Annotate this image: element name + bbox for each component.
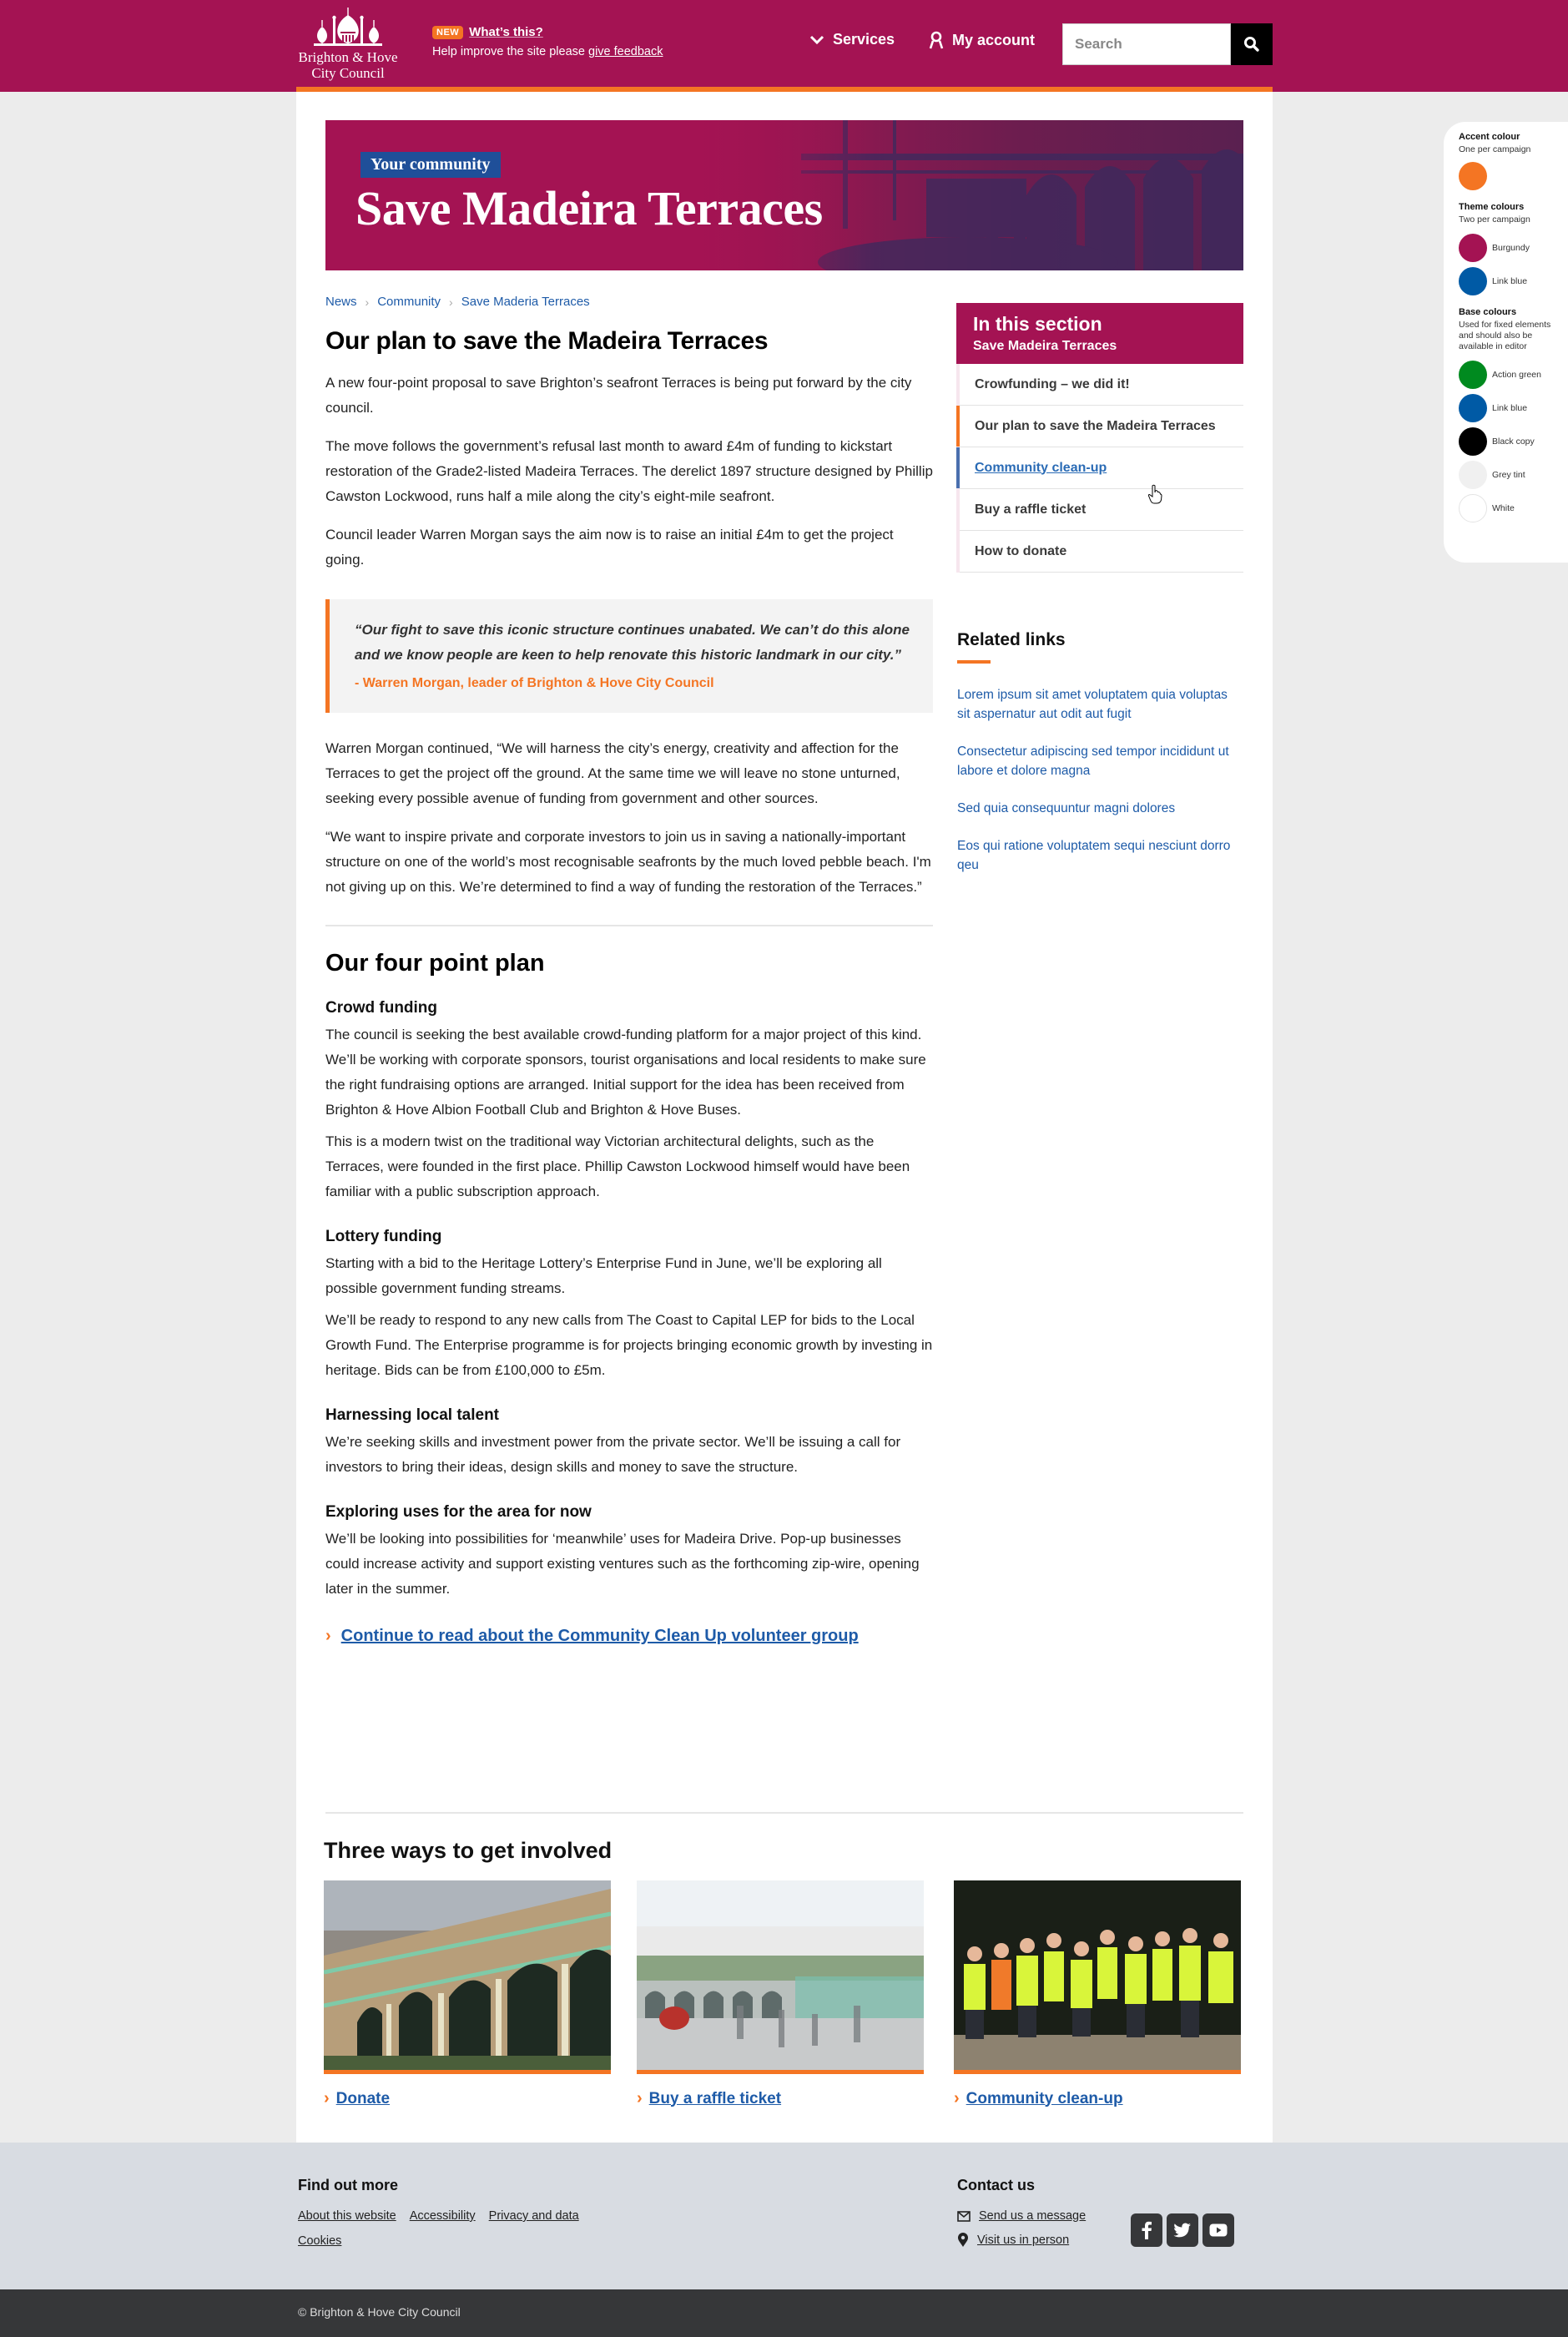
- footer-link-privacy[interactable]: Privacy and data: [488, 2209, 579, 2223]
- page-title: Our plan to save the Madeira Terraces: [325, 327, 769, 355]
- footer-contact-row: [957, 2209, 1086, 2223]
- plan-heading: Exploring uses for the area for now: [325, 1503, 592, 1521]
- breadcrumb: [325, 295, 933, 309]
- accent-swatch: [1459, 162, 1487, 190]
- continue-reading: [325, 1627, 933, 1646]
- section-nav-item-label: Crowfunding – we did it!: [975, 376, 1130, 391]
- grey-tint-swatch: [1459, 461, 1487, 489]
- related-links-title: Related links: [957, 630, 1066, 649]
- swatch-row: [1459, 461, 1568, 489]
- section-nav-item-label: Buy a raffle ticket: [975, 502, 1087, 517]
- plan-heading: Harnessing local talent: [325, 1406, 500, 1424]
- plan-paragraph: The council is seeking the best available crowd-funding platform for a major project of this kind. We’ll be working with corporate sponsors, tourist organisations and local residents to make sure the right fundraising options are arranged. Initial support for the idea has been received from Brighton & Hove Albion Football Club and Brighton & Hove Buses.: [325, 1027, 926, 1118]
- chevron-right-icon: ›: [954, 2089, 960, 2107]
- site-footer: [0, 2143, 1568, 2289]
- section-nav-item-label: Community clean-up: [975, 460, 1107, 475]
- colour-palette-panel: [1444, 122, 1568, 563]
- footer-link-accessibility[interactable]: Accessibility: [409, 2209, 476, 2223]
- get-involved-card-cleanup: [954, 1880, 1241, 2108]
- get-involved-card-raffle: [637, 1880, 924, 2108]
- swatch-label: White: [1492, 503, 1515, 513]
- swatch-row: [1459, 234, 1568, 262]
- council-logo[interactable]: [294, 7, 402, 82]
- hero-title: Save Madeira Terraces: [355, 181, 823, 235]
- footer-link-about[interactable]: About this website: [298, 2209, 396, 2223]
- give-feedback-link[interactable]: give feedback: [588, 45, 663, 58]
- related-links-accent-bar: [957, 660, 991, 664]
- card-accent-bar: [637, 2070, 924, 2074]
- chevron-right-icon: ›: [324, 2089, 330, 2107]
- map-pin-icon: [957, 2233, 969, 2248]
- section-divider: [325, 1812, 1243, 1814]
- breadcrumb-chevron-icon: ›: [449, 295, 453, 309]
- section-divider: [325, 925, 933, 926]
- swatch-label: Link blue: [1492, 403, 1528, 413]
- section-nav-header: [956, 303, 1243, 364]
- footer-contact-title: Contact us: [957, 2177, 1036, 2193]
- card-link: [954, 2089, 1241, 2108]
- quote-attribution: - Warren Morgan, leader of Brighton & Hove City Council: [355, 676, 714, 690]
- get-involved-card-donate: [324, 1880, 611, 2108]
- accent-colour-title: Accent colour: [1459, 132, 1520, 142]
- section-nav-subtitle: Save Madeira Terraces: [973, 339, 1117, 353]
- user-icon: [929, 31, 944, 49]
- footer-find-out-more-title: Find out more: [298, 2177, 398, 2193]
- services-menu-button[interactable]: [809, 31, 895, 48]
- intro-paragraph: Council leader Warren Morgan says the aim now is to raise an initial £4m to get the project going.: [325, 527, 894, 568]
- facebook-icon: [1141, 2221, 1152, 2239]
- breadcrumb-community[interactable]: Community: [377, 295, 441, 309]
- logo-text-line2: City Council: [311, 65, 385, 81]
- intro-paragraph: A new four-point proposal to save Brighton’s seafront Terraces is being put forward by the city council.: [325, 375, 912, 416]
- seafront-render-photo[interactable]: [637, 1880, 924, 2070]
- related-link[interactable]: Lorem ipsum sit amet voluptatem quia voluptas sit aspernatur aut odit aut fugit: [957, 688, 1228, 721]
- logo-text-line1: Brighton & Hove: [298, 49, 398, 65]
- beta-banner: [432, 25, 663, 58]
- burgundy-swatch: [1459, 234, 1487, 262]
- get-involved-title: Three ways to get involved: [324, 1838, 613, 1863]
- swatch-row: [1459, 427, 1568, 456]
- section-nav-item[interactable]: [960, 489, 1243, 531]
- related-link[interactable]: Eos qui ratione voluptatem sequi nesciunt dorro qeu: [957, 839, 1231, 872]
- footer-find-out-more: [298, 2177, 579, 2248]
- section-nav-list: [956, 364, 1243, 573]
- donate-link[interactable]: Donate: [335, 2089, 391, 2107]
- site-header: [0, 0, 1568, 92]
- breadcrumb-news[interactable]: News: [325, 295, 357, 309]
- card-link: [324, 2089, 611, 2108]
- footer-contact: [957, 2177, 1086, 2248]
- quote-text: “Our fight to save this iconic structure continues unabated. We can’t do this alone and we know people are keen to help renovate this historic landmark in our city.”: [355, 622, 910, 663]
- theme-colours-title: Theme colours: [1459, 202, 1525, 212]
- swatch-row: [1459, 494, 1568, 522]
- my-account-button[interactable]: [929, 31, 1035, 49]
- section-nav-item[interactable]: [960, 531, 1243, 573]
- theme-colours-desc: Two per campaign: [1459, 215, 1530, 225]
- link-blue-swatch: [1459, 394, 1487, 422]
- footer-links: [298, 2209, 579, 2223]
- section-nav-item[interactable]: [960, 364, 1243, 406]
- black-copy-swatch: [1459, 427, 1487, 456]
- plan-paragraph: We’ll be ready to respond to any new calls from The Coast to Capital LEP for bids to the Local Growth Fund. The Enterprise programme is for projects bringing economic growth by investing in heritage. Bids can be from £100,000 to £5m.: [325, 1312, 933, 1378]
- card-accent-bar: [954, 2070, 1241, 2074]
- swatch-label: Burgundy: [1492, 243, 1530, 253]
- search-icon: [1243, 36, 1260, 53]
- youtube-icon: [1209, 2223, 1228, 2237]
- search-input[interactable]: [1062, 23, 1231, 65]
- services-label: Services: [833, 31, 895, 48]
- swatch-label: Action green: [1492, 370, 1541, 380]
- feedback-line: [432, 45, 663, 58]
- intro-paragraph: The move follows the government’s refusal last month to award £4m of funding to kickstart restoration of the Grade2-listed Madeira Terraces. The derelict 1897 structure designed by Phillip Cawston Lockwood, runs half a mile along the city’s eight-mile seafront.: [325, 438, 933, 504]
- chevron-right-icon: ›: [325, 1627, 331, 1645]
- new-badge: NEW: [432, 26, 463, 39]
- facebook-button[interactable]: [1131, 2213, 1162, 2247]
- send-message-link[interactable]: Send us a message: [979, 2209, 1087, 2223]
- plan-heading: Lottery funding: [325, 1228, 442, 1245]
- content-column: [296, 92, 1273, 2143]
- plan-title: Our four point plan: [325, 950, 545, 977]
- swatch-row: [1459, 394, 1568, 422]
- breadcrumb-chevron-icon: ›: [365, 295, 370, 309]
- plan-paragraph: Starting with a bid to the Heritage Lottery’s Enterprise Fund in June, we’ll be exploring all possible government funding streams.: [325, 1255, 882, 1296]
- body-paragraph: “We want to inspire private and corporate investors to join us in saving a nationally-important structure on one of the world’s most recognisable seafronts by the much loved pebble beach. I'm not giving up on this. We’re determined to find a way of funding the restoration of the Terraces.”: [325, 829, 931, 895]
- white-swatch: [1459, 494, 1487, 522]
- swatch-row: [1459, 162, 1568, 190]
- community-cleanup-link[interactable]: Community clean-up: [966, 2089, 1123, 2107]
- royal-pavilion-logo-icon: [310, 7, 386, 48]
- whats-this-link[interactable]: What’s this?: [469, 25, 543, 39]
- youtube-button[interactable]: [1202, 2213, 1234, 2247]
- footer-bottom-bar: [0, 2289, 1568, 2337]
- plan-paragraph: This is a modern twist on the traditional way Victorian architectural delights, such as the Terraces, were founded in the first place. Phillip Cawston Lockwood himself would have been familiar with a public subscription approach.: [325, 1133, 910, 1199]
- feedback-prefix: Help improve the site please: [432, 45, 588, 58]
- swatch-label: Link blue: [1492, 276, 1528, 286]
- section-nav-title: In this section: [973, 313, 1102, 335]
- terrace-arches-photo[interactable]: [324, 1880, 611, 2070]
- related-links: [957, 630, 1241, 875]
- article: [325, 295, 933, 1646]
- copyright: © Brighton & Hove City Council: [298, 2305, 461, 2319]
- section-nav-item-hover[interactable]: [960, 447, 1243, 489]
- base-colours-title: Base colours: [1459, 307, 1517, 317]
- section-navigation: [956, 303, 1243, 573]
- link-blue-swatch: [1459, 267, 1487, 295]
- swatch-row: [1459, 361, 1568, 389]
- body-paragraph: Warren Morgan continued, “We will harness the city’s energy, creativity and affection for the Terraces to get the project off the ground. At the same time we will leave no stone unturned, seeking every possible avenue of funding from government and other sources.: [325, 740, 900, 806]
- related-link[interactable]: Consectetur adipiscing sed tempor incididunt ut labore et dolore magna: [957, 745, 1229, 778]
- plan-paragraph: We’ll be looking into possibilities for ‘meanwhile’ uses for Madeira Drive. Pop-up businesses could increase activity and support existing ventures such as the forthcoming zip-wire, opening later in the summer.: [325, 1531, 920, 1597]
- related-link[interactable]: Sed quia consequuntur magni dolores: [957, 801, 1176, 815]
- swatch-label: Black copy: [1492, 437, 1535, 447]
- visit-in-person-link[interactable]: Visit us in person: [977, 2234, 1070, 2247]
- twitter-button[interactable]: [1167, 2213, 1198, 2247]
- swatch-row: [1459, 267, 1568, 295]
- plan-heading: Crowd funding: [325, 999, 438, 1017]
- pull-quote: [325, 599, 933, 713]
- breadcrumb-current[interactable]: Save Maderia Terraces: [461, 295, 590, 309]
- continue-reading-link[interactable]: Continue to read about the Community Clean Up volunteer group: [340, 1627, 859, 1645]
- card-accent-bar: [324, 2070, 611, 2074]
- hero-category-tag: Your community: [360, 152, 501, 178]
- section-nav-item-current[interactable]: [960, 406, 1243, 447]
- swatch-label: Grey tint: [1492, 470, 1525, 480]
- my-account-label: My account: [952, 31, 1036, 48]
- twitter-icon: [1173, 2223, 1192, 2238]
- section-nav-item-label: Our plan to save the Madeira Terraces: [975, 418, 1216, 433]
- buy-raffle-ticket-link[interactable]: Buy a raffle ticket: [648, 2089, 782, 2107]
- accent-colour-desc: One per campaign: [1459, 144, 1531, 154]
- plan-paragraph: We’re seeking skills and investment power from the private sector. We’ll be issuing a call for investors to bring their ideas, design skills and money to save the structure.: [325, 1434, 901, 1475]
- hero-banner: [325, 120, 1243, 270]
- social-links: [1131, 2213, 1234, 2247]
- chevron-down-icon: [809, 35, 824, 45]
- footer-contact-row: [957, 2233, 1086, 2248]
- hand-pointer-cursor-icon: [1147, 484, 1162, 504]
- card-link: [637, 2089, 924, 2108]
- footer-link-cookies[interactable]: Cookies: [298, 2234, 342, 2248]
- section-nav-item-label: How to donate: [975, 543, 1067, 558]
- action-green-swatch: [1459, 361, 1487, 389]
- chevron-right-icon: ›: [637, 2089, 643, 2107]
- envelope-icon: [957, 2211, 971, 2222]
- volunteers-group-photo[interactable]: [954, 1880, 1241, 2070]
- base-colours-desc: Used for fixed elements and should also be available in editor: [1459, 320, 1551, 351]
- search-button[interactable]: [1231, 23, 1273, 65]
